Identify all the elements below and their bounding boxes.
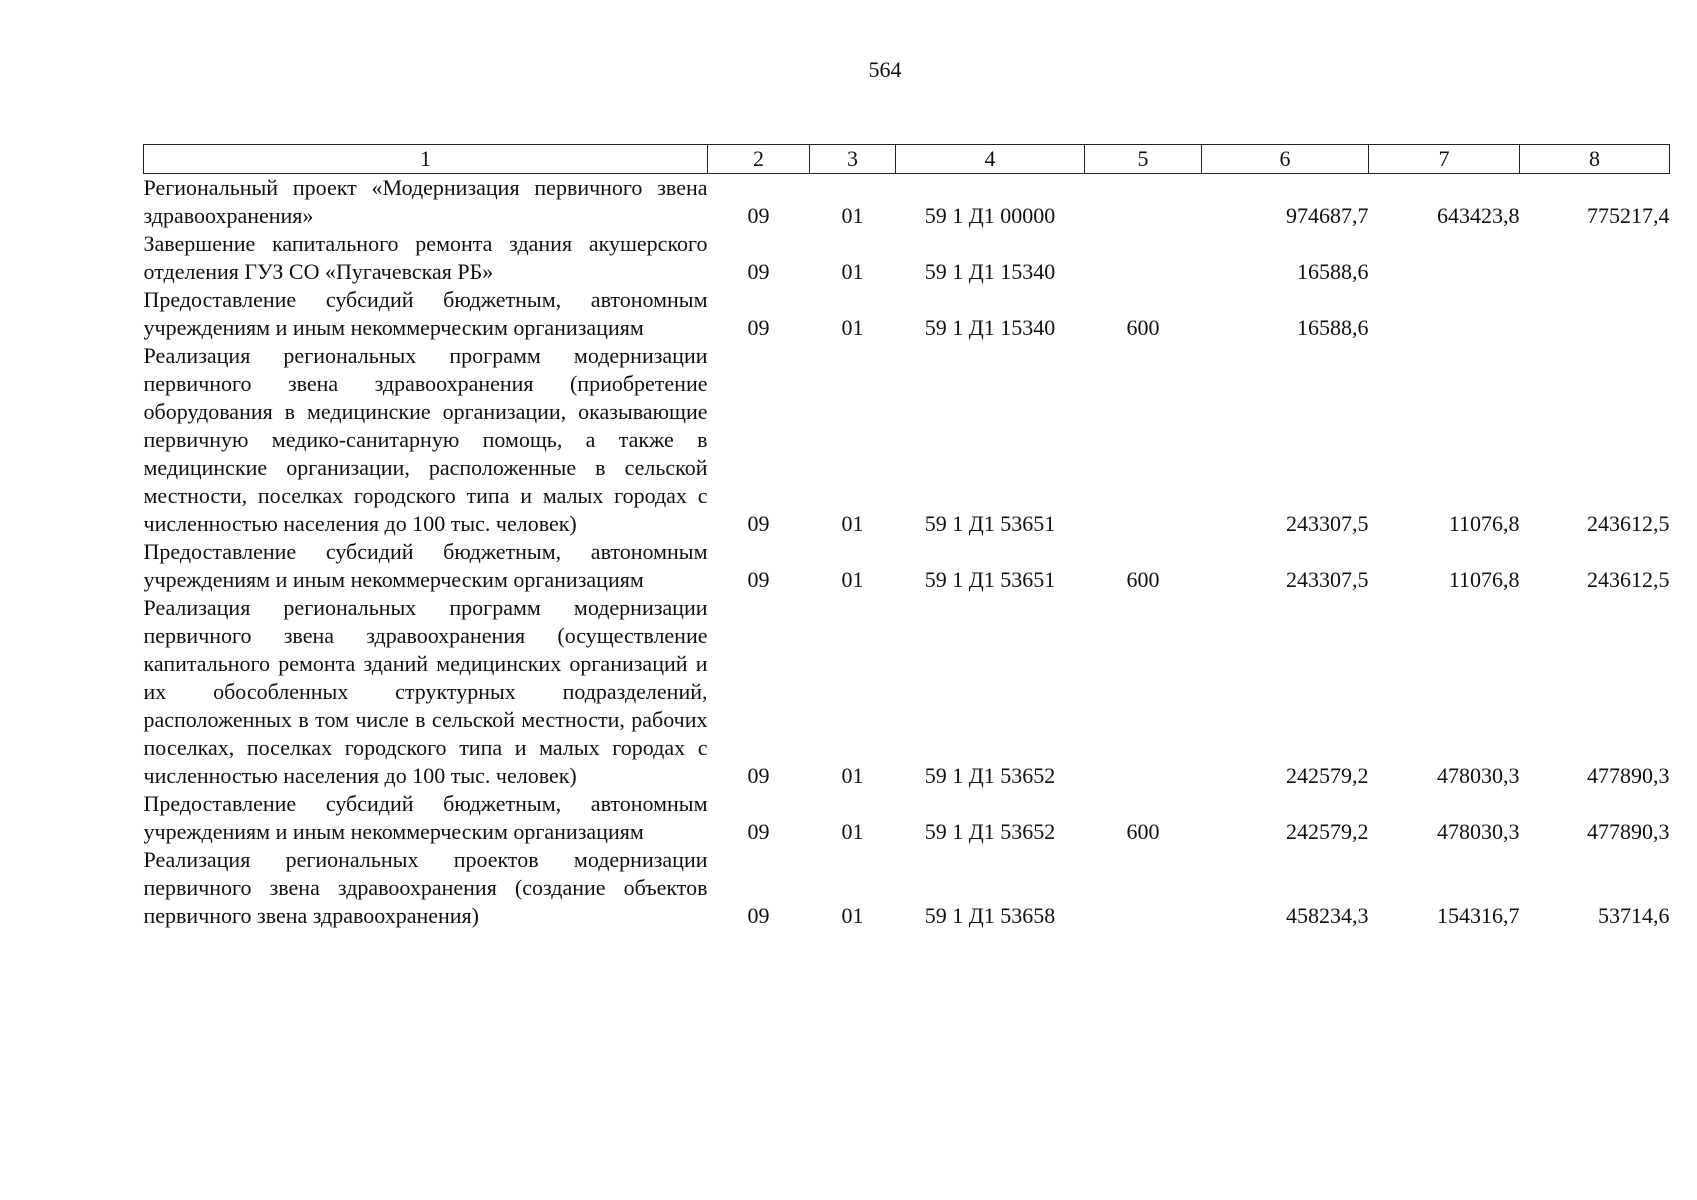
expense-type-code <box>1085 230 1202 286</box>
target-article-code: 59 1 Д1 53651 <box>924 567 1056 592</box>
amount-col8: 243612,5 <box>1587 511 1670 536</box>
expense-type-code <box>1085 342 1202 538</box>
target-article-code: 59 1 Д1 53652 <box>924 763 1056 788</box>
column-header: 4 <box>896 145 1085 174</box>
amount-col6: 242579,2 <box>1286 819 1369 844</box>
amount-col6: 242579,2 <box>1286 763 1369 788</box>
section-code: 09 <box>747 819 770 844</box>
expense-name: Предоставление субсидий бюджетным, автономным учреждениям и иным некоммерческим организациям <box>143 287 708 340</box>
column-number-row <box>144 145 1670 174</box>
table-row <box>144 790 1670 846</box>
budget-table <box>143 144 1670 930</box>
amount-col7: 154316,7 <box>1437 903 1520 928</box>
amount-col7: 478030,3 <box>1437 819 1520 844</box>
section-code: 09 <box>747 203 770 228</box>
amount-col7: 11076,8 <box>1448 567 1520 592</box>
amount-col6: 458234,3 <box>1286 903 1369 928</box>
section-code: 09 <box>747 259 770 284</box>
amount-col6: 974687,7 <box>1286 203 1369 228</box>
table-row <box>144 538 1670 594</box>
amount-col8: 477890,3 <box>1587 819 1670 844</box>
subsection-code: 01 <box>841 567 864 592</box>
column-header: 1 <box>144 145 708 174</box>
table-row <box>144 342 1670 538</box>
amount-col8: 243612,5 <box>1587 567 1670 592</box>
subsection-code: 01 <box>841 763 864 788</box>
expense-name: Реализация региональных программ модернизации первичного звена здравоохранения (осуществление капитального ремонта зданий медицинских организаций и их обособленных структурных подразделений, расположенных в том числе в сельской местности, рабочих поселках, поселках городского типа и малых городах с численностью населения до 100 тыс. человек) <box>143 595 708 788</box>
amount-col6: 243307,5 <box>1286 567 1369 592</box>
amount-col7: 11076,8 <box>1448 511 1520 536</box>
subsection-code: 01 <box>841 903 864 928</box>
amount-col8: 53714,6 <box>1598 903 1670 928</box>
amount-col8: 775217,4 <box>1587 203 1670 228</box>
page-number: 564 <box>868 57 902 82</box>
section-code: 09 <box>747 315 770 340</box>
expense-name: Предоставление субсидий бюджетным, автономным учреждениям и иным некоммерческим организациям <box>143 791 708 844</box>
target-article-code: 59 1 Д1 15340 <box>924 315 1056 340</box>
subsection-code: 01 <box>841 259 864 284</box>
subsection-code: 01 <box>841 315 864 340</box>
expense-name: Региональный проект «Модернизация первичного звена здравоохранения» <box>143 175 708 228</box>
target-article-code: 59 1 Д1 15340 <box>924 259 1056 284</box>
expense-name: Реализация региональных проектов модернизации первичного звена здравоохранения (создание объектов первичного звена здравоохранения) <box>143 847 708 928</box>
section-code: 09 <box>747 903 770 928</box>
amount-col7 <box>1369 286 1520 342</box>
amount-col7: 643423,8 <box>1437 203 1520 228</box>
subsection-code: 01 <box>841 203 864 228</box>
expense-type-code <box>1085 174 1202 231</box>
column-header: 6 <box>1202 145 1369 174</box>
expense-name: Реализация региональных программ модернизации первичного звена здравоохранения (приобретение оборудования в медицинские организации, оказывающие первичную медико-санитарную помощь, а также в медицинские организации, расположенные в сельской местности, поселках городского типа и малых городах с численностью населения до 100 тыс. человек) <box>143 343 708 536</box>
target-article-code: 59 1 Д1 53658 <box>924 903 1056 928</box>
expense-type-code: 600 <box>1126 819 1160 844</box>
amount-col8 <box>1520 230 1670 286</box>
expense-name: Предоставление субсидий бюджетным, автономным учреждениям и иным некоммерческим организациям <box>143 539 708 592</box>
expense-type-code: 600 <box>1126 315 1160 340</box>
amount-col8: 477890,3 <box>1587 763 1670 788</box>
expense-type-code <box>1085 594 1202 790</box>
column-header: 5 <box>1085 145 1202 174</box>
column-header: 8 <box>1520 145 1670 174</box>
section-code: 09 <box>747 511 770 536</box>
table-row <box>144 594 1670 790</box>
section-code: 09 <box>747 567 770 592</box>
amount-col7: 478030,3 <box>1437 763 1520 788</box>
amount-col8 <box>1520 286 1670 342</box>
subsection-code: 01 <box>841 511 864 536</box>
target-article-code: 59 1 Д1 53651 <box>924 511 1056 536</box>
table-row <box>144 846 1670 930</box>
table-row <box>144 174 1670 231</box>
table-row <box>144 230 1670 286</box>
amount-col7 <box>1369 230 1520 286</box>
table-row <box>144 286 1670 342</box>
column-header: 7 <box>1369 145 1520 174</box>
target-article-code: 59 1 Д1 53652 <box>924 819 1056 844</box>
amount-col6: 243307,5 <box>1286 511 1369 536</box>
subsection-code: 01 <box>841 819 864 844</box>
expense-type-code: 600 <box>1126 567 1160 592</box>
column-header: 3 <box>810 145 896 174</box>
section-code: 09 <box>747 763 770 788</box>
expense-name: Завершение капитального ремонта здания акушерского отделения ГУЗ СО «Пугачевская РБ» <box>143 231 708 284</box>
amount-col6: 16588,6 <box>1297 259 1369 284</box>
column-header: 2 <box>708 145 810 174</box>
amount-col6: 16588,6 <box>1297 315 1369 340</box>
expense-type-code <box>1085 846 1202 930</box>
target-article-code: 59 1 Д1 00000 <box>924 203 1056 228</box>
